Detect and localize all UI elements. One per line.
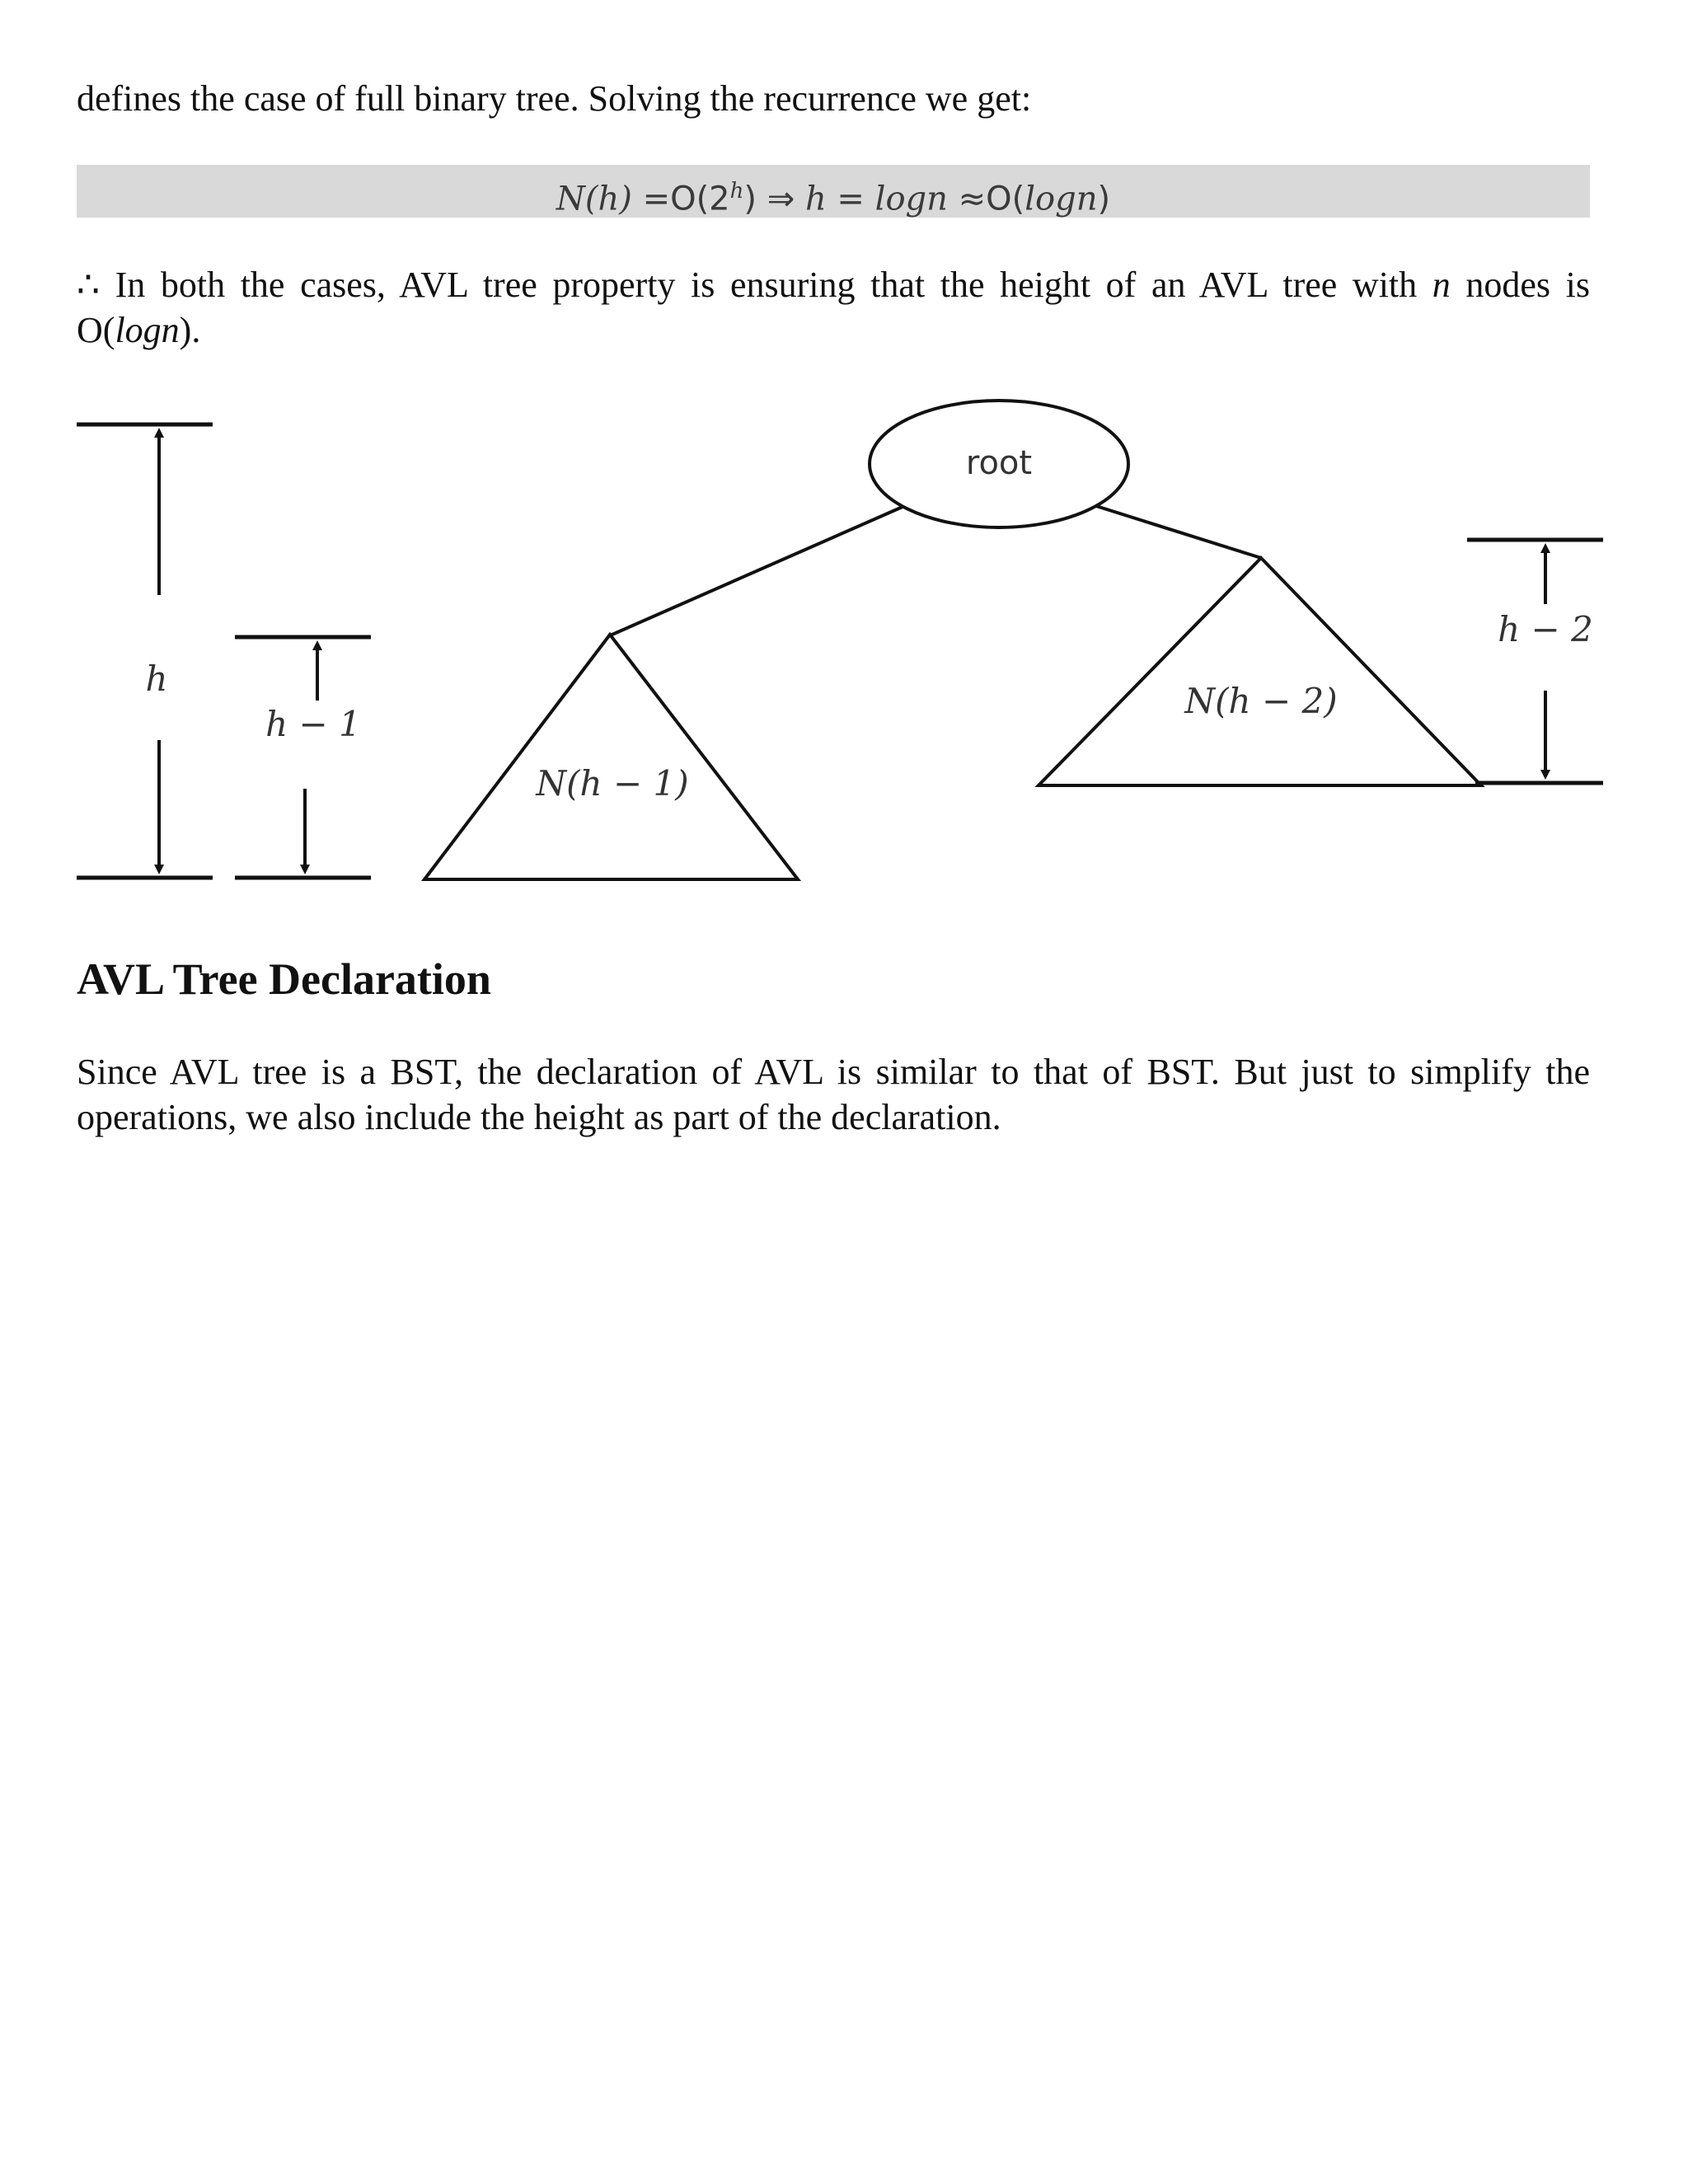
equation-box: [77, 165, 1590, 218]
equation-part: =O(2: [631, 180, 730, 218]
equation: [77, 170, 1590, 220]
avl-height-diagram: [0, 379, 1688, 907]
equation-nh: N(h): [556, 180, 632, 218]
height-h-minus-2-indicator: [1467, 540, 1603, 783]
equation-logn: logn: [1025, 180, 1098, 218]
height-h-minus-1-indicator: [235, 637, 371, 878]
left-subtree-triangle: [424, 635, 798, 879]
conclusion-prefix: ∴ In both the cases, AVL tree property is ensuring that the height of an AVL tree with: [77, 265, 1432, 305]
left-subtree-label: N(h − 1): [536, 763, 689, 804]
height-h-minus-2-label: h − 2: [1498, 609, 1593, 649]
equation-h: h: [804, 180, 827, 218]
intro-paragraph: defines the case of full binary tree. Solving the recurrence we get:: [77, 78, 1032, 119]
conclusion-logn: logn: [115, 310, 180, 350]
height-h-label: h: [145, 658, 168, 699]
height-h-indicator: [77, 424, 213, 878]
section-heading: AVL Tree Declaration: [77, 954, 491, 1004]
left-edge: [608, 507, 903, 636]
section-paragraph: Since AVL tree is a BST, the declaration of AVL is similar to that of BST. But just to simplify the operations, we also include the height as part of the declaration.: [77, 1052, 1590, 1137]
equation-part: ) ⇒: [743, 180, 805, 218]
equation-part: ): [1097, 180, 1111, 218]
equation-part: ≈O(: [947, 180, 1025, 218]
right-edge: [1096, 506, 1261, 558]
conclusion-paragraph: [77, 262, 1590, 353]
root-label: root: [965, 444, 1033, 482]
right-subtree-triangle: [1039, 558, 1481, 785]
height-h-minus-1-label: h − 1: [265, 704, 361, 744]
conclusion-n: n: [1432, 265, 1451, 305]
equation-logn: logn: [874, 180, 948, 218]
equation-part: =: [826, 180, 875, 218]
right-subtree-label: N(h − 2): [1184, 681, 1338, 721]
conclusion-suffix: ).: [179, 310, 201, 350]
equation-exponent: h: [729, 179, 744, 204]
conclusion-middle: nodes is O(: [77, 265, 1591, 350]
